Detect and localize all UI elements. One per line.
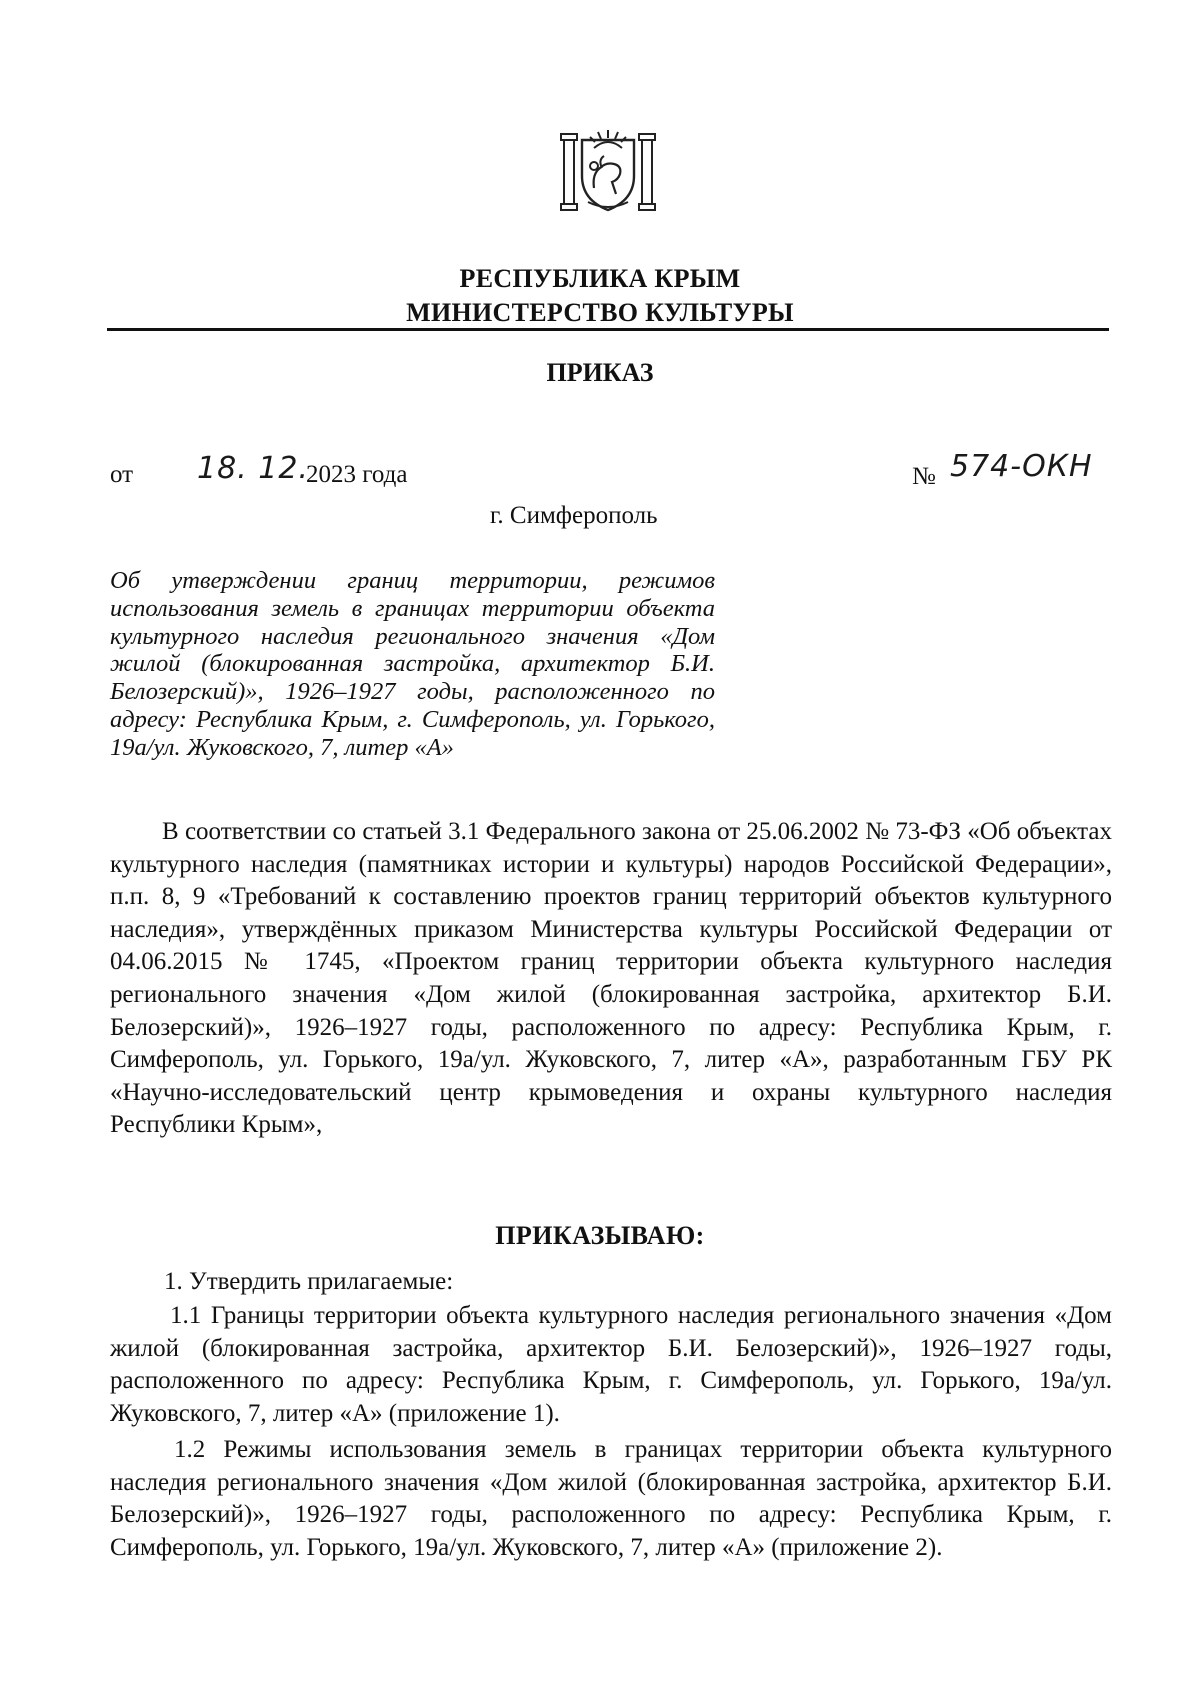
order-heading: ПРИКАЗЫВАЮ: — [495, 1221, 705, 1250]
handwritten-date: 18. 12. — [197, 451, 309, 486]
header-divider — [107, 328, 1109, 331]
coat-of-arms-icon — [558, 118, 658, 218]
order-subject: Об утверждении границ территории, режимов использования земель в границах территории объекта культурного наследия регионального значения «Дом жилой (блокированная застройка, архитектор Б.И. Белозерский)», 1926–1927 годы, расположенного по адресу: Республика Крым, г. Симферополь, ул. Горького, 19а/ул. Жуковского, 7, литер «А» — [110, 567, 715, 761]
date-year: 2023 года — [306, 461, 408, 488]
order-item-1-1: 1.1 Границы территории объекта культурного наследия регионального значения «Дом жилой (блокированная застройка, архитектор Б.И. Белозерский)», 1926–1927 годы, расположенного по адресу: Республика Крым, г. Симферополь, ул. Горького, 19а/ул. Жуковского, 7, литер «А» (приложение 1). — [110, 1302, 1112, 1427]
order-item-1: 1. Утвердить прилагаемые: — [164, 1268, 454, 1295]
handwritten-number: 574-ОКН — [950, 449, 1093, 484]
document-type: ПРИКАЗ — [546, 358, 654, 387]
number-prefix: № — [912, 463, 936, 490]
city: г. Симферополь — [490, 502, 658, 529]
date-prefix: от — [110, 461, 134, 488]
order-item-1-2: 1.2 Режимы использования земель в границах территории объекта культурного наследия регионального значения «Дом жилой (блокированная застройка, архитектор Б.И. Белозерский)», 1926–1927 годы, расположенного по адресу: Республика Крым, г. Симферополь, ул. Горького, 19а/ул. Жуковского, 7, литер «А» (приложение 2). — [110, 1436, 1112, 1561]
organization-ministry: МИНИСТЕРСТВО КУЛЬТУРЫ — [406, 298, 794, 327]
organization-region: РЕСПУБЛИКА КРЫМ — [459, 264, 741, 293]
preamble-paragraph: В соответствии со статьей 3.1 Федерального закона от 25.06.2002 № 73-ФЗ «Об объектах культурного наследия (памятниках истории и культуры) народов Российской Федерации», п.п. 8, 9 «Требований к составлению проектов границ территорий объектов культурного наследия», утверждённых приказом Министерства культуры Российской Федерации от 04.06.2015 № 1745, «Проектом границ территории объекта культурного наследия регионального значения «Дом жилой (блокированная застройка, архитектор Б.И. Белозерский)», 1926–1927 годы, расположенного по адресу: Республика Крым, г. Симферополь, ул. Горького, 19а/ул. Жуковского, 7, литер «А», разработанным ГБУ РК «Научно-исследовательский центр крымоведения и охраны культурного наследия Республики Крым», — [110, 818, 1112, 1139]
